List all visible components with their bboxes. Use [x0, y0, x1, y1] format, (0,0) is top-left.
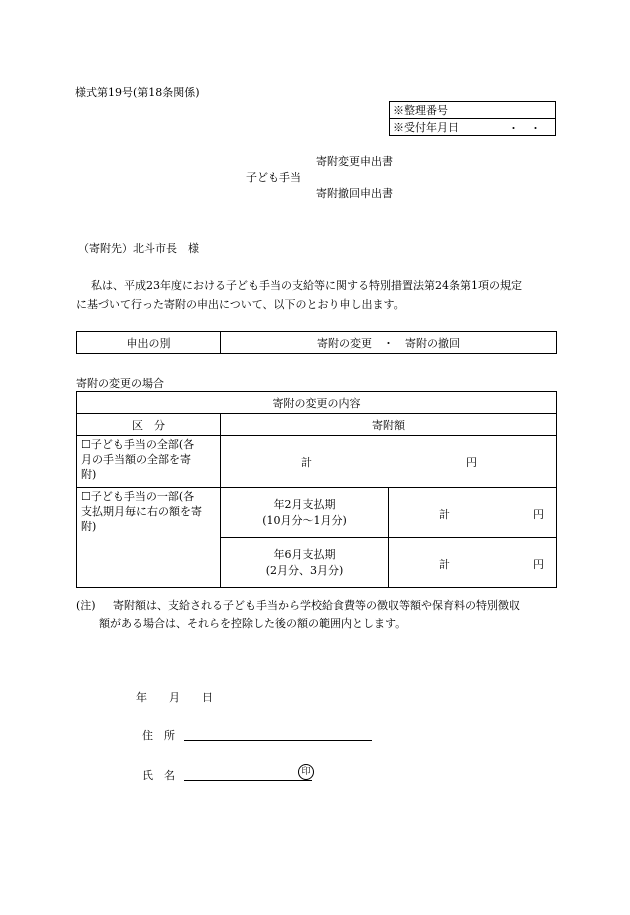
- all-amount-cell[interactable]: [221, 436, 557, 488]
- addressee: （寄附先）北斗市長 様: [78, 242, 199, 255]
- body-line-1: 私は、平成23年度における子ども手当の支給等に関する特別措置法第24条第1項の規定: [91, 279, 522, 292]
- change-section-heading: 寄附の変更の場合: [76, 377, 164, 390]
- request-kind-options[interactable]: 寄附の変更 ・ 寄附の撤回: [221, 332, 557, 354]
- option-all-allowance[interactable]: ☐子ども手当の全部(各 月の手当額の全部を寄 附): [77, 436, 221, 488]
- title-change: 寄附変更申出書: [316, 155, 393, 168]
- note-line-2: 額がある場合は、それらを控除した後の額の範囲内とします。: [99, 617, 407, 630]
- request-kind-label: 申出の別: [77, 332, 221, 354]
- signature-date: 年 月 日: [136, 691, 213, 704]
- title-withdrawal: 寄附撤回申出書: [316, 187, 393, 200]
- office-use-box: [389, 101, 556, 136]
- feb-total-label: 計: [439, 508, 450, 521]
- jun-total-label: 計: [439, 558, 450, 571]
- change-table-title: 寄附の変更の内容: [77, 392, 557, 414]
- request-kind-table: [76, 331, 557, 354]
- column-kubun: 区 分: [77, 414, 221, 436]
- seal-icon: 印: [298, 764, 314, 780]
- column-amount: 寄附額: [221, 414, 557, 436]
- feb-yen-label: 円: [533, 508, 544, 521]
- period-february-amount[interactable]: [389, 488, 557, 538]
- address-label: 住 所: [142, 729, 175, 742]
- reference-number-field: ※整理番号: [390, 102, 556, 119]
- receipt-date-field: [390, 119, 556, 136]
- form-number: 様式第19号(第18条関係): [75, 86, 200, 99]
- all-yen-label: 円: [466, 456, 477, 469]
- receipt-date-label: ※受付年月日: [393, 121, 459, 134]
- title-child-allowance: 子ども手当: [246, 171, 301, 184]
- jun-yen-label: 円: [533, 558, 544, 571]
- period-june-amount[interactable]: [389, 538, 557, 588]
- address-input[interactable]: [184, 740, 372, 741]
- period-february: 年2月支払期 (10月分〜1月分): [221, 488, 389, 538]
- body-line-2: に基づいて行った寄附の申出について、以下のとおり申し出ます。: [76, 298, 405, 311]
- note-prefix: (注): [76, 599, 96, 612]
- note-line-1: 寄附額は、支給される子ども手当から学校給食費等の徴収等額や保育料の特別徴収: [113, 599, 520, 612]
- name-label: 氏 名: [142, 769, 175, 782]
- receipt-date-dots: ・ ・: [508, 122, 541, 135]
- name-input[interactable]: [184, 780, 312, 781]
- period-june: 年6月支払期 (2月分、3月分): [221, 538, 389, 588]
- all-total-label: 計: [301, 456, 312, 469]
- option-part-allowance[interactable]: ☐子ども手当の一部(各 支払期月毎に右の額を寄 附): [77, 488, 221, 588]
- change-content-table: [76, 391, 557, 588]
